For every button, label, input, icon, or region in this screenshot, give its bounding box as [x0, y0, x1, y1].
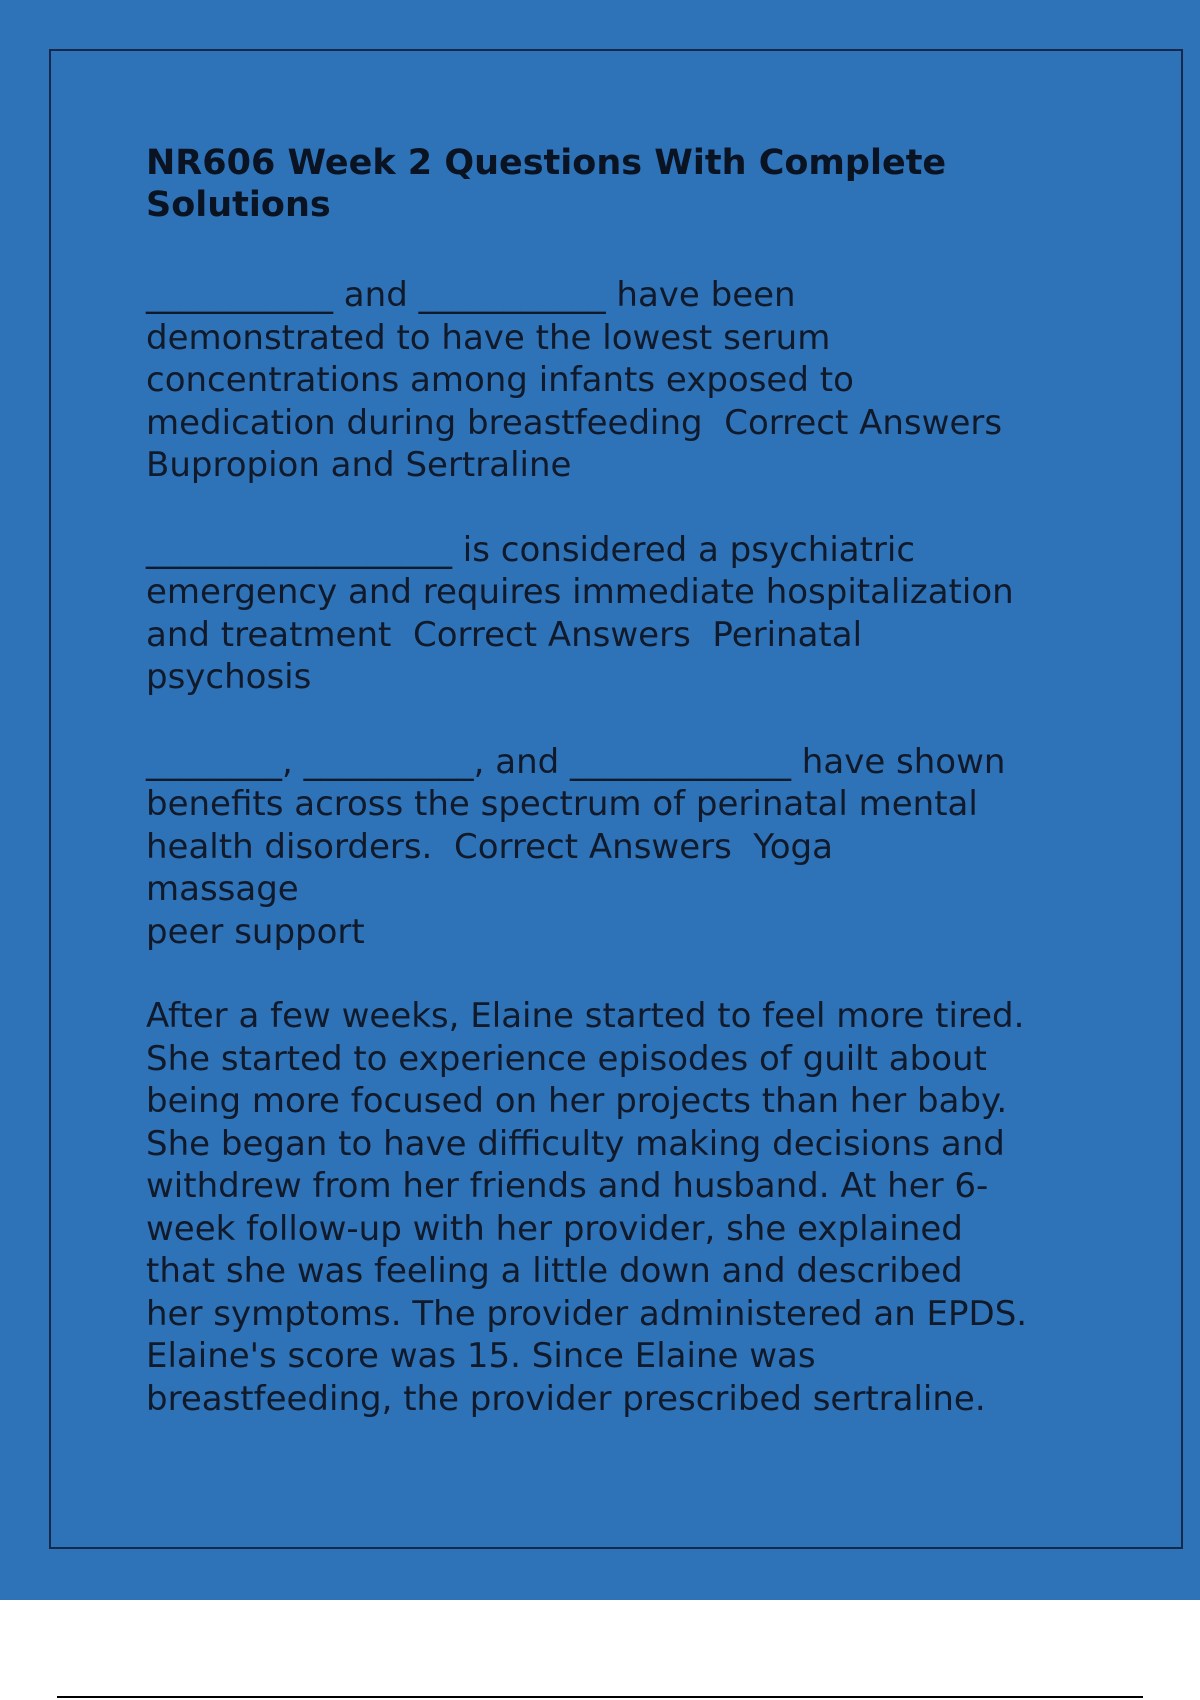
entry-text-line: Bupropion and Sertraline: [146, 445, 572, 485]
entry-text-line: breastfeeding, the provider prescribed sertraline.: [146, 1378, 986, 1419]
entry-text-line: She started to experience episodes of guilt about: [146, 1038, 987, 1079]
entry-text-line: massage: [146, 869, 299, 909]
entry-text-line: After a few weeks, Elaine started to feel more tired.: [146, 996, 1025, 1036]
title-line: Solutions: [146, 185, 331, 225]
entry-text-line: medication during breastfeeding Correct Answers: [146, 402, 1003, 443]
entry-text-line: concentrations among infants exposed to: [146, 360, 854, 400]
entry-text-line: Elaine's score was 15. Since Elaine was: [146, 1336, 816, 1376]
question-answer-entry: [146, 995, 1106, 1420]
title-line: NR606 Week 2 Questions With Complete: [146, 143, 947, 183]
entry-text-line: emergency and requires immediate hospitalization: [146, 572, 1014, 612]
entry-text-line: __________________ is considered a psychiatric: [146, 529, 916, 570]
entry-text-line: that she was feeling a little down and described: [146, 1251, 963, 1291]
entry-text-line: health disorders. Correct Answers Yoga: [146, 826, 833, 867]
entry-text-line: and treatment Correct Answers Perinatal: [146, 614, 863, 655]
entry-text-line: psychosis: [146, 657, 312, 697]
entry-text-line: She began to have difficulty making decisions and: [146, 1123, 1005, 1164]
entry-text-line: benefits across the spectrum of perinatal mental: [146, 784, 978, 824]
entry-text-line: peer support: [146, 911, 365, 952]
question-answer-entry: [146, 741, 1106, 954]
document-title: [146, 142, 1106, 226]
entry-text-line: her symptoms. The provider administered an EPDS.: [146, 1293, 1028, 1334]
entry-text-line: week follow-up with her provider, she explained: [146, 1208, 963, 1249]
entry-text-line: ________, __________, and _____________ have shown: [146, 741, 1006, 782]
entry-text-line: being more focused on her projects than her baby.: [146, 1081, 1008, 1121]
page-bottom-rule: [57, 1696, 1143, 1698]
entry-text-line: ___________ and ___________ have been: [146, 275, 796, 315]
question-answer-entry: [146, 529, 1106, 699]
entry-text-line: demonstrated to have the lowest serum: [146, 317, 831, 358]
question-answer-entry: [146, 274, 1106, 487]
entry-text-line: withdrew from her friends and husband. At her 6-: [146, 1166, 989, 1206]
document-content: [146, 142, 1106, 1462]
